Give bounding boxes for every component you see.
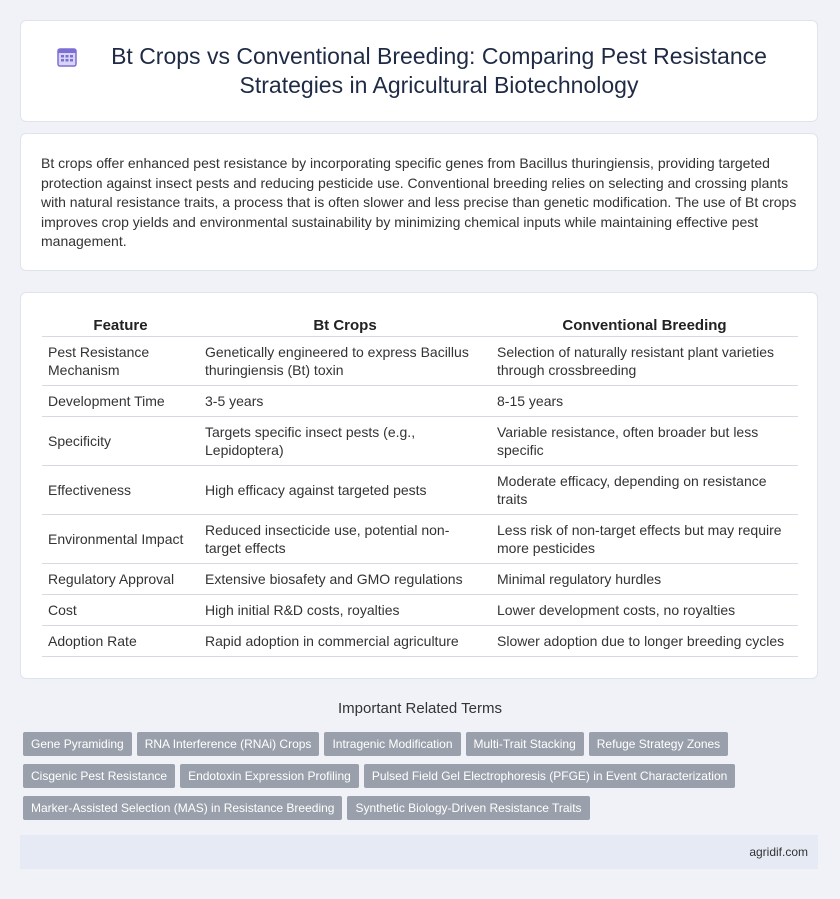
related-terms-heading: Important Related Terms	[338, 700, 502, 717]
related-term-tag[interactable]: Marker-Assisted Selection (MAS) in Resistance Breeding	[23, 796, 342, 820]
table-cell: Slower adoption due to longer breeding cycles	[491, 626, 798, 657]
table-row	[42, 515, 798, 564]
table-cell: Extensive biosafety and GMO regulations	[199, 564, 491, 595]
table-cell: Reduced insecticide use, potential non-target effects	[199, 515, 491, 564]
footer-site-link[interactable]: agridif.com	[749, 845, 808, 859]
table-row	[42, 595, 798, 626]
table-cell: Less risk of non-target effects but may require more pesticides	[491, 515, 798, 564]
table-cell: 8-15 years	[491, 386, 798, 417]
table-cell: Moderate efficacy, depending on resistance traits	[491, 466, 798, 515]
related-terms-list	[23, 732, 813, 828]
table-cell: Pest Resistance Mechanism	[42, 337, 199, 386]
table-cell: Regulatory Approval	[42, 564, 199, 595]
table-cell: High efficacy against targeted pests	[199, 466, 491, 515]
header-bt-crops: Bt Crops	[199, 313, 491, 337]
table-row	[42, 466, 798, 515]
table-cell: Targets specific insect pests (e.g., Lepidoptera)	[199, 417, 491, 466]
related-term-tag[interactable]: Intragenic Modification	[324, 732, 460, 756]
footer	[20, 835, 818, 869]
related-term-tag[interactable]: Refuge Strategy Zones	[589, 732, 728, 756]
related-term-tag[interactable]: Multi-Trait Stacking	[466, 732, 584, 756]
table-cell: Rapid adoption in commercial agriculture	[199, 626, 491, 657]
table-row	[42, 626, 798, 657]
intro-paragraph: Bt crops offer enhanced pest resistance by incorporating specific genes from Bacillus thuringiensis, providing targeted protection against insect pests and reducing pesticide use. Conventional breeding relies on selecting and crossing plants with natural resistance traits, a process that is often slower and less precise than genetic modification. The use of Bt crops improves crop yields and environmental sustainability by minimizing chemical inputs while maintaining effective pest management.	[41, 155, 797, 249]
table-cell: Adoption Rate	[42, 626, 199, 657]
table-cell: Environmental Impact	[42, 515, 199, 564]
related-term-tag[interactable]: Synthetic Biology-Driven Resistance Traits	[347, 796, 589, 820]
related-term-tag[interactable]: Endotoxin Expression Profiling	[180, 764, 359, 788]
related-term-tag[interactable]: RNA Interference (RNAi) Crops	[137, 732, 320, 756]
table-row	[42, 417, 798, 466]
header-feature: Feature	[42, 313, 199, 337]
table-cell: Minimal regulatory hurdles	[491, 564, 798, 595]
table-cell: Variable resistance, often broader but less specific	[491, 417, 798, 466]
table-row	[42, 337, 798, 386]
table-row	[42, 386, 798, 417]
table-cell: Selection of naturally resistant plant varieties through crossbreeding	[491, 337, 798, 386]
related-term-tag[interactable]: Pulsed Field Gel Electrophoresis (PFGE) in Event Characterization	[364, 764, 735, 788]
table-cell: High initial R&D costs, royalties	[199, 595, 491, 626]
table-cell: Genetically engineered to express Bacillus thuringiensis (Bt) toxin	[199, 337, 491, 386]
page-title: Bt Crops vs Conventional Breeding: Comparing Pest Resistance Strategies in Agricultural Biotechnology	[111, 43, 767, 98]
calendar-grid-icon	[54, 44, 80, 70]
table-cell: Lower development costs, no royalties	[491, 595, 798, 626]
table-cell: Effectiveness	[42, 466, 199, 515]
title-card	[20, 20, 818, 122]
table-header-row	[42, 313, 798, 337]
table-cell: Development Time	[42, 386, 199, 417]
related-term-tag[interactable]: Cisgenic Pest Resistance	[23, 764, 175, 788]
table-cell: 3-5 years	[199, 386, 491, 417]
table-row	[42, 564, 798, 595]
header-conventional-breeding: Conventional Breeding	[491, 313, 798, 337]
table-cell: Specificity	[42, 417, 199, 466]
comparison-table	[42, 313, 798, 657]
table-cell: Cost	[42, 595, 199, 626]
intro-card	[20, 133, 818, 271]
comparison-card	[20, 292, 818, 679]
related-term-tag[interactable]: Gene Pyramiding	[23, 732, 132, 756]
